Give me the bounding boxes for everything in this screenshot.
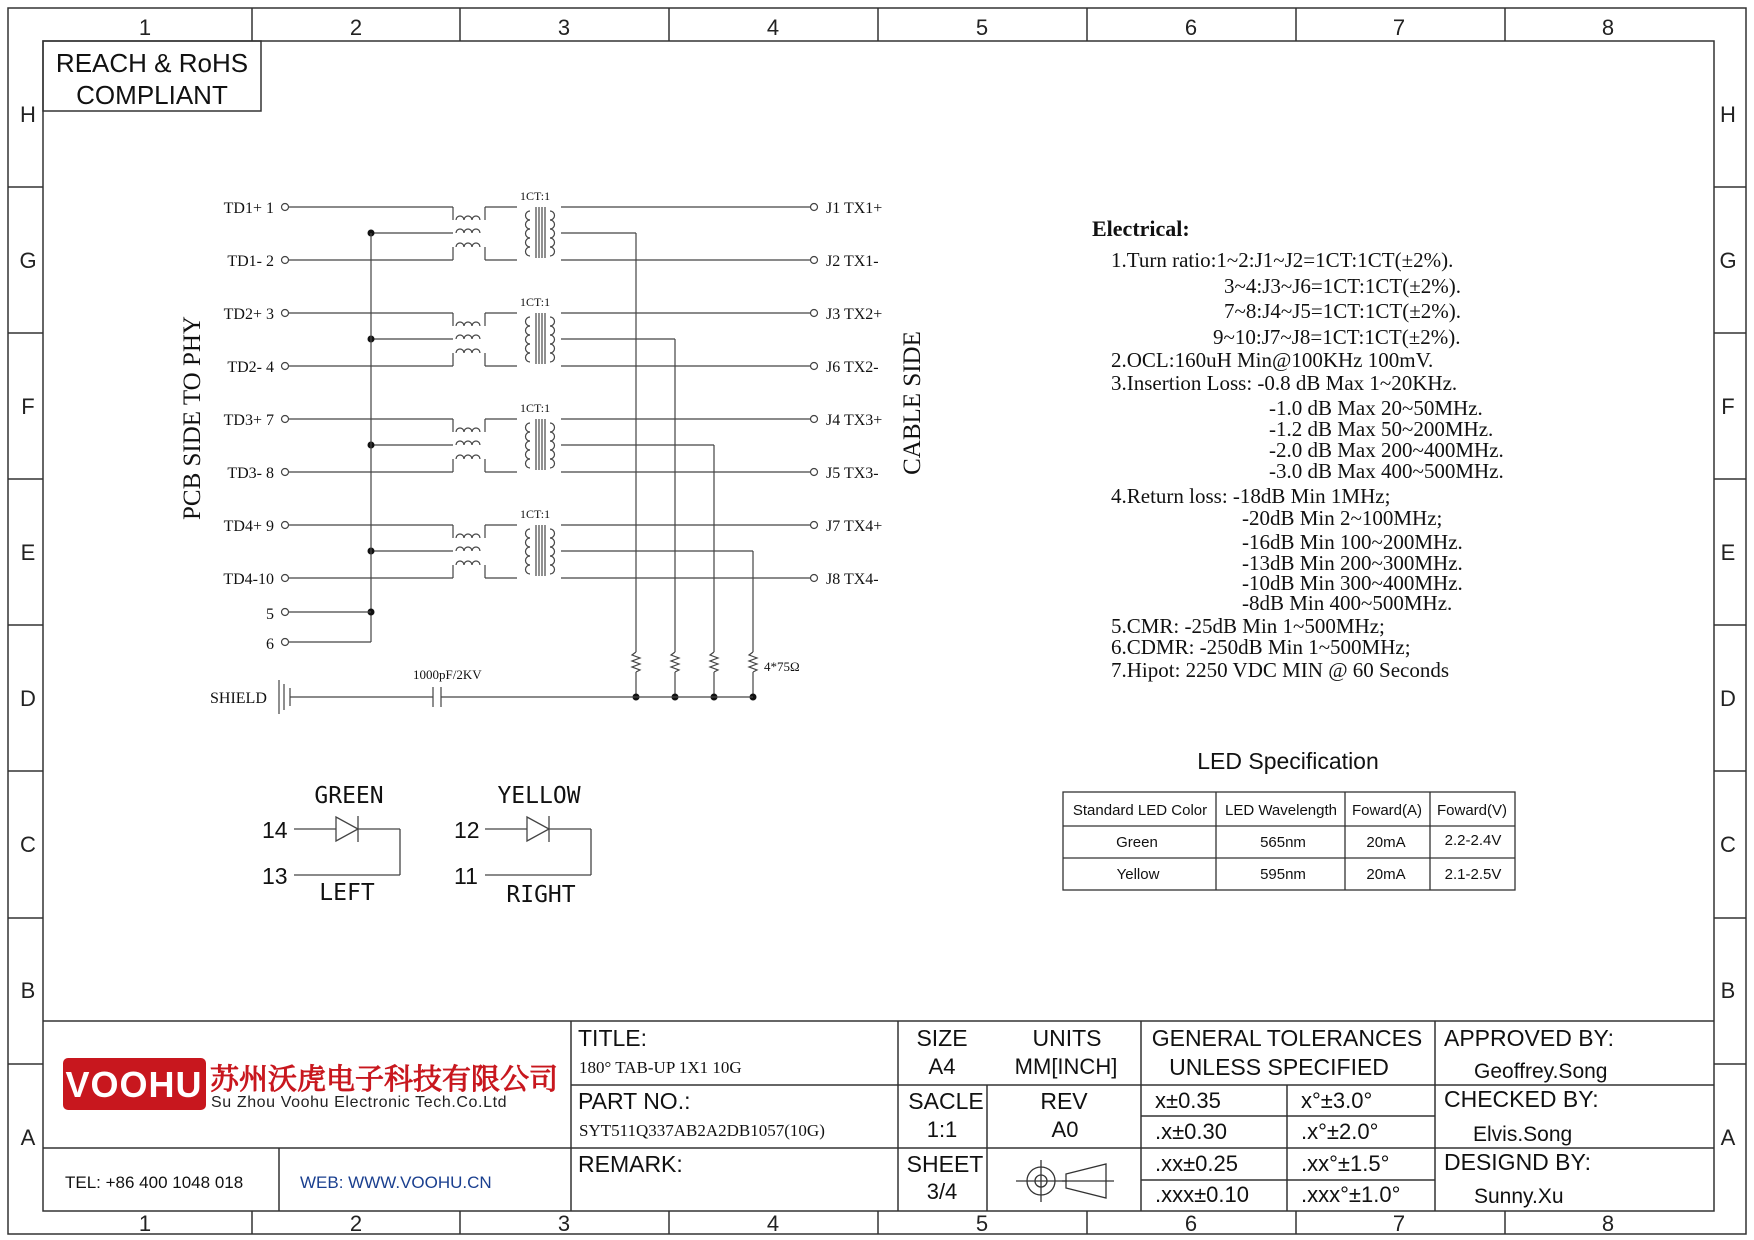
col-label-top: 7 <box>1392 15 1406 40</box>
led-yellow-title: YELLOW <box>497 783 581 809</box>
led-spec-title: LED Specification <box>1197 748 1379 774</box>
row-label-right: A <box>1720 1125 1736 1150</box>
col-label-bottom: 5 <box>975 1211 989 1236</box>
table-header: Foward(V) <box>1436 802 1508 819</box>
size-label: SIZE <box>916 1025 968 1051</box>
shield-label: SHIELD <box>210 690 267 707</box>
spec-line: 1.Turn ratio:1~2:J1~J2=1CT:1CT(±2%). <box>1111 248 1454 272</box>
table-cell: 2.2-2.4V <box>1444 832 1502 849</box>
ratio-label: 1CT:1 <box>520 295 551 309</box>
resistor-label: 4*75Ω <box>764 659 800 674</box>
col-label-bottom: 1 <box>138 1211 152 1236</box>
row-label-left: E <box>20 540 36 565</box>
company-name-en: Su Zhou Voohu Electronic Tech.Co.Ltd <box>211 1094 508 1111</box>
table-cell: 2.1-2.5V <box>1444 866 1502 883</box>
row-label-left: B <box>20 978 36 1003</box>
tolerance-linear: x±0.35 <box>1155 1088 1221 1113</box>
ratio-label: 1CT:1 <box>520 401 551 415</box>
spec-line: -8dB Min 400~500MHz. <box>1242 591 1453 615</box>
led-green-pin-b: 13 <box>262 863 288 889</box>
pin-label-left: TD1+ 1 <box>223 200 274 217</box>
designed-label: DESIGND BY: <box>1444 1149 1591 1175</box>
led-yellow-pin-a: 12 <box>454 817 480 843</box>
spec-line: 6.CDMR: -250dB Min 1~500MHz; <box>1111 635 1411 659</box>
col-label-top: 8 <box>1601 15 1615 40</box>
spec-line: 5.CMR: -25dB Min 1~500MHz; <box>1111 614 1385 638</box>
pin-label-right: J4 TX3+ <box>826 412 883 429</box>
led-yellow-side: RIGHT <box>506 882 576 908</box>
logo-text: VOOHU <box>65 1064 203 1105</box>
sheet-value: 3/4 <box>926 1179 958 1204</box>
tolerance-angular: .xxx°±1.0° <box>1301 1182 1401 1207</box>
table-header: Foward(A) <box>1351 802 1423 819</box>
pcb-side-label: PCB SIDE TO PHY <box>179 316 206 520</box>
spec-line: -13dB Min 200~300MHz. <box>1242 551 1463 575</box>
spec-line: 3~4:J3~J6=1CT:1CT(±2%). <box>1224 274 1461 298</box>
col-label-bottom: 4 <box>766 1211 780 1236</box>
ratio-label: 1CT:1 <box>520 189 551 203</box>
pin-label-right: J6 TX2- <box>826 359 879 376</box>
col-label-bottom: 8 <box>1601 1211 1615 1236</box>
designed-value: Sunny.Xu <box>1474 1185 1564 1208</box>
led-yellow-pin-b: 11 <box>454 863 478 889</box>
pin-label-left: TD3- 8 <box>227 465 274 482</box>
tolerance-title: GENERAL TOLERANCES <box>1151 1025 1423 1051</box>
row-label-left: F <box>21 394 35 419</box>
spec-line: 4.Return loss: -18dB Min 1MHz; <box>1111 484 1391 508</box>
title-value: 180° TAB-UP 1X1 10G <box>579 1058 742 1077</box>
table-cell: 20mA <box>1366 834 1406 851</box>
row-label-right: G <box>1719 248 1737 273</box>
col-label-top: 6 <box>1184 15 1198 40</box>
approved-label: APPROVED BY: <box>1444 1025 1615 1051</box>
spec-line: 2.OCL:160uH Min@100KHz 100mV. <box>1111 348 1434 372</box>
checked-value: Elvis.Song <box>1473 1123 1573 1146</box>
tolerance-angular: .x°±2.0° <box>1301 1119 1379 1144</box>
row-label-right: D <box>1720 686 1736 711</box>
spec-line: 9~10:J7~J8=1CT:1CT(±2%). <box>1213 325 1461 349</box>
pin-label-left: TD4+ 9 <box>223 518 274 535</box>
row-label-right: F <box>1721 394 1735 419</box>
table-header: LED Wavelength <box>1224 802 1338 819</box>
spec-line: 7.Hipot: 2250 VDC MIN @ 60 Seconds <box>1111 658 1450 682</box>
tolerance-linear: .xxx±0.10 <box>1155 1182 1250 1207</box>
spec-line: -1.2 dB Max 50~200MHz. <box>1269 417 1494 441</box>
ratio-label: 1CT:1 <box>520 507 551 521</box>
pin-label-left: TD1- 2 <box>227 253 274 270</box>
spec-line: 7~8:J4~J5=1CT:1CT(±2%). <box>1224 299 1461 323</box>
spec-line: 3.Insertion Loss: -0.8 dB Max 1~20KHz. <box>1111 371 1458 395</box>
capacitor-label: 1000pF/2KV <box>413 667 482 682</box>
table-cell: 595nm <box>1260 866 1306 883</box>
scale-label: SACLE <box>908 1088 984 1114</box>
spec-line: -1.0 dB Max 20~50MHz. <box>1269 396 1483 420</box>
approved-value: Geoffrey.Song <box>1474 1060 1608 1083</box>
col-label-top: 3 <box>557 15 571 40</box>
pin-label-left: TD2+ 3 <box>223 306 274 323</box>
company-logo <box>63 1058 206 1110</box>
led-green-side: LEFT <box>319 880 375 906</box>
row-label-left: A <box>20 1125 36 1150</box>
pin-label-right: J5 TX3- <box>826 465 879 482</box>
pin-label-left: TD4-10 <box>223 571 274 588</box>
row-label-left: H <box>20 102 36 127</box>
units-value: MM[INCH] <box>1014 1054 1118 1079</box>
compliance-line-1: REACH & RoHS <box>55 48 249 78</box>
col-label-top: 1 <box>138 15 152 40</box>
row-label-right: C <box>1720 832 1736 857</box>
table-cell: Green <box>1116 834 1158 851</box>
title-label: TITLE: <box>578 1025 648 1051</box>
compliance-line-2: COMPLIANT <box>76 80 228 110</box>
pin-label-right: J7 TX4+ <box>826 518 883 535</box>
spec-line: -3.0 dB Max 400~500MHz. <box>1269 459 1504 483</box>
pin-label-right: J2 TX1- <box>826 253 879 270</box>
spec-line: -10dB Min 300~400MHz. <box>1242 571 1463 595</box>
pin-label-left: TD3+ 7 <box>223 412 274 429</box>
pin-label-right: J3 TX2+ <box>826 306 883 323</box>
rev-label: REV <box>1040 1088 1088 1114</box>
pin-label-left: TD2- 4 <box>227 359 274 376</box>
pin-label-right: J8 TX4- <box>826 571 879 588</box>
row-label-right: B <box>1720 978 1736 1003</box>
row-label-right: H <box>1720 102 1736 127</box>
tolerance-linear: .xx±0.25 <box>1155 1151 1239 1176</box>
part-no-label: PART NO.: <box>578 1088 691 1114</box>
pin-label-left: 6 <box>266 636 274 653</box>
col-label-bottom: 2 <box>349 1211 363 1236</box>
led-green-title: GREEN <box>314 783 384 809</box>
size-value: A4 <box>928 1054 956 1079</box>
table-cell: Yellow <box>1116 866 1160 883</box>
table-cell: 20mA <box>1366 866 1406 883</box>
rev-value: A0 <box>1051 1117 1079 1142</box>
company-name-cn: 苏州沃虎电子科技有限公司 <box>210 1064 559 1096</box>
company-web[interactable]: WEB: WWW.VOOHU.CN <box>300 1173 492 1192</box>
tolerance-angular: .xx°±1.5° <box>1301 1151 1390 1176</box>
row-label-left: G <box>19 248 37 273</box>
checked-label: CHECKED BY: <box>1444 1086 1599 1112</box>
company-tel: TEL: +86 400 1048 018 <box>65 1173 244 1192</box>
electrical-heading: Electrical: <box>1092 216 1190 241</box>
table-header: Standard LED Color <box>1072 802 1208 819</box>
sheet-label: SHEET <box>906 1151 984 1177</box>
col-label-bottom: 7 <box>1392 1211 1406 1236</box>
row-label-left: D <box>20 686 36 711</box>
spec-line: -16dB Min 100~200MHz. <box>1242 530 1463 554</box>
scale-value: 1:1 <box>926 1117 958 1142</box>
tolerance-subtitle: UNLESS SPECIFIED <box>1169 1054 1389 1080</box>
spec-line: -2.0 dB Max 200~400MHz. <box>1269 438 1504 462</box>
tolerance-angular: x°±3.0° <box>1301 1088 1373 1113</box>
spec-line: -20dB Min 2~100MHz; <box>1242 506 1443 530</box>
tolerance-linear: .x±0.30 <box>1155 1119 1228 1144</box>
remark-label: REMARK: <box>578 1151 683 1177</box>
row-label-right: E <box>1720 540 1736 565</box>
led-green-pin-a: 14 <box>262 817 288 843</box>
col-label-top: 4 <box>766 15 780 40</box>
col-label-top: 2 <box>349 15 363 40</box>
table-cell: 565nm <box>1260 834 1306 851</box>
part-no-value: SYT511Q337AB2A2DB1057(10G) <box>579 1121 825 1140</box>
pin-label-left: 5 <box>266 606 274 623</box>
col-label-bottom: 3 <box>557 1211 571 1236</box>
pin-label-right: J1 TX1+ <box>826 200 883 217</box>
col-label-bottom: 6 <box>1184 1211 1198 1236</box>
cable-side-label: CABLE SIDE <box>899 331 926 475</box>
units-label: UNITS <box>1032 1025 1102 1051</box>
row-label-left: C <box>20 832 36 857</box>
col-label-top: 5 <box>975 15 989 40</box>
